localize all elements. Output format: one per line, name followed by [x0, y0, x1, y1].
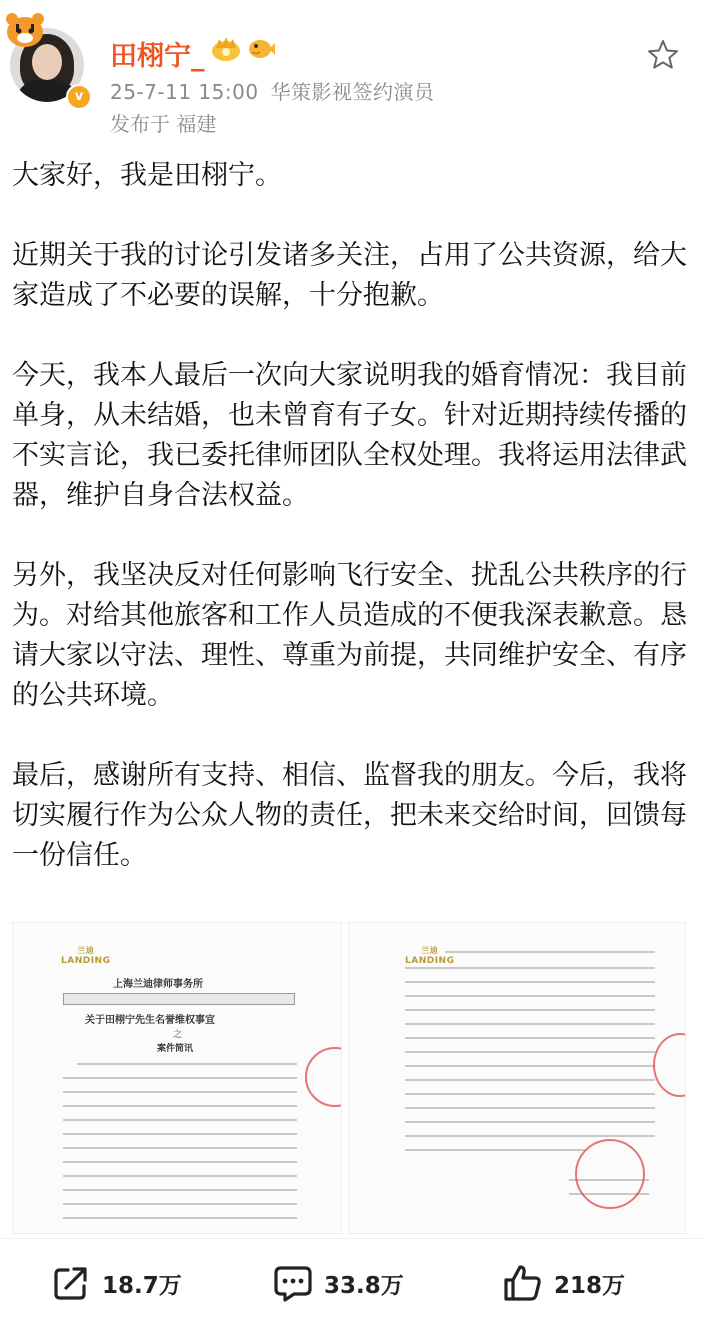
post-time: 25-7-11 15:00	[110, 80, 259, 104]
crown-badge-icon[interactable]	[210, 34, 242, 62]
like-icon	[502, 1262, 544, 1304]
paragraph-flight-safety: 另外，我坚决反对任何影响飞行安全、扰乱公共秩序的行为。对给其他旅客和工作人员造成的不便我深表歉意。恳请大家以守法、理性、尊重为前提，共同维护安全、有序的公共环境。	[12, 560, 687, 711]
seal-stamp	[305, 1047, 342, 1107]
document-image-1[interactable]	[12, 922, 342, 1234]
fish-badge-icon[interactable]	[246, 34, 276, 62]
user-badges	[210, 34, 276, 62]
paragraph-apology: 近期关于我的讨论引发诸多关注，占用了公共资源，给大家造成了不必要的误解，十分抱歉。	[12, 240, 687, 311]
post-header	[0, 0, 704, 140]
avatar[interactable]	[10, 28, 84, 102]
share-icon	[50, 1262, 92, 1304]
like-button[interactable]	[502, 1261, 625, 1305]
post-meta	[110, 76, 435, 105]
doc-title: 关于田栩宁先生名誉维权事宜	[85, 1015, 215, 1026]
doc-subtitle: 之	[173, 1030, 183, 1040]
post-content	[12, 156, 696, 916]
share-count: 18.7万	[102, 1272, 182, 1299]
post-source: 华策影视签约演员	[270, 80, 435, 104]
document-image-2[interactable]	[348, 922, 686, 1234]
seal-stamp	[575, 1139, 645, 1209]
doc-heading: 案件简讯	[157, 1044, 194, 1054]
share-button[interactable]	[50, 1261, 182, 1305]
like-count: 218万	[554, 1272, 626, 1299]
paragraph-greeting: 大家好，我是田栩宁。	[12, 160, 282, 191]
star-icon[interactable]	[646, 38, 680, 72]
verified-badge: v	[66, 84, 92, 110]
seal-stamp	[653, 1033, 686, 1097]
firm-logo: 兰迪 LANDING	[61, 946, 111, 966]
firm-logo: 兰迪 LANDING	[405, 946, 455, 966]
tiger-icon	[2, 10, 48, 50]
comment-button[interactable]	[272, 1261, 404, 1305]
post-location: 发布于 福建	[110, 112, 217, 136]
comment-icon	[272, 1262, 314, 1304]
paragraph-thanks: 最后，感谢所有支持、相信、监督我的朋友。今后，我将切实履行作为公众人物的责任，把未来交给时间，回馈每一份信任。	[12, 760, 687, 871]
username[interactable]: 田栩宁_	[110, 41, 205, 72]
firm-name: 上海兰迪律师事务所	[113, 979, 203, 990]
attached-images	[12, 922, 692, 1232]
paragraph-marital-status: 今天，我本人最后一次向大家说明我的婚育情况：我目前单身，从未结婚，也未曾育有子女。针对近期持续传播的不实言论，我已委托律师团队全权处理。我将运用法律武器，维护自身合法权益。	[12, 360, 687, 511]
comment-count: 33.8万	[324, 1272, 404, 1299]
action-bar	[0, 1238, 704, 1327]
